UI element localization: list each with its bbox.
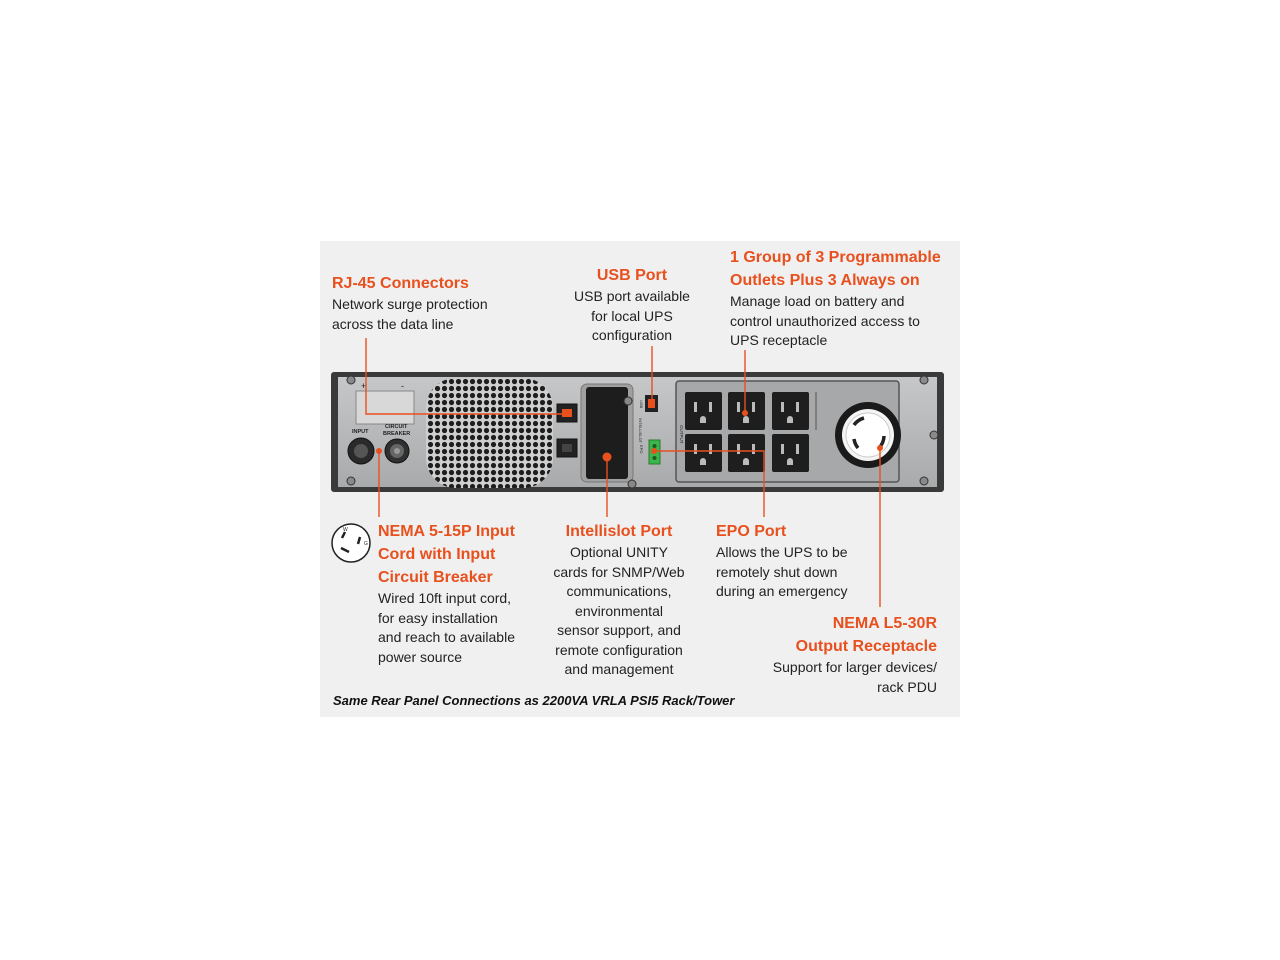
output-small-label: OUTPUT xyxy=(679,425,684,444)
outlet xyxy=(728,434,765,472)
usb-title: USB Port xyxy=(596,267,668,284)
nema-l5-30r-description: Support for larger devices/ rack PDU xyxy=(772,659,937,695)
nema-l5-30r-receptacle xyxy=(835,402,901,468)
outlet xyxy=(685,434,722,472)
rj45-description: Network surge protection across the data line xyxy=(332,296,488,332)
rj45-title: RJ-45 Connectors xyxy=(332,275,469,292)
epo-callout xyxy=(716,520,848,602)
intellislot-callout xyxy=(544,520,694,680)
input-label: INPUT xyxy=(352,429,369,435)
outlet xyxy=(772,434,809,472)
footer-caption: Same Rear Panel Connections as 2200VA VRLA PSI5 Rack/Tower xyxy=(333,693,735,708)
plus-label: + xyxy=(361,381,367,391)
outlets-description: Manage load on battery and control unauthorized access to UPS receptacle xyxy=(730,293,920,348)
fan-vent xyxy=(426,378,553,488)
nema-l5-30r-callout xyxy=(737,612,937,697)
usb-description: USB port available for local UPS configuration xyxy=(574,288,690,343)
breaker-label-1: CIRCUIT xyxy=(385,424,408,430)
breaker-label-2: BREAKER xyxy=(383,431,411,437)
usb-callout xyxy=(562,264,702,346)
rj45-callout xyxy=(332,272,488,334)
intellislot-description: Optional UNITY cards for SNMP/Web communications, environmental sensor support, and remote configuration and management xyxy=(553,544,685,677)
usb-small-label: USB xyxy=(639,400,644,409)
outlet xyxy=(685,392,722,430)
intellislot-small-label: INTELLISLOT xyxy=(638,418,643,444)
nema-5-15p-title: NEMA 5-15P Input Cord with Input Circuit Breaker xyxy=(378,523,515,586)
epo-description: Allows the UPS to be remotely shut down during an emergency xyxy=(716,544,848,599)
nema-5-15p-plug-icon xyxy=(332,524,370,562)
nema-5-15p-callout xyxy=(378,520,515,667)
intellislot-title: Intellislot Port xyxy=(565,523,673,540)
minus-label: - xyxy=(401,381,404,391)
svg-text:W: W xyxy=(343,527,348,533)
epo-small-label: EPO xyxy=(639,445,644,454)
nema-5-15p-description: Wired 10ft input cord, for easy installation and reach to available power source xyxy=(378,590,515,665)
nema-l5-30r-title: NEMA L5-30R Output Receptacle xyxy=(795,615,937,655)
outlets-callout xyxy=(730,246,941,351)
svg-text:G: G xyxy=(364,541,368,547)
outlet xyxy=(772,392,809,430)
epo-title: EPO Port xyxy=(716,523,787,540)
outlets-title: 1 Group of 3 Programmable Outlets Plus 3 Always on xyxy=(730,249,941,289)
